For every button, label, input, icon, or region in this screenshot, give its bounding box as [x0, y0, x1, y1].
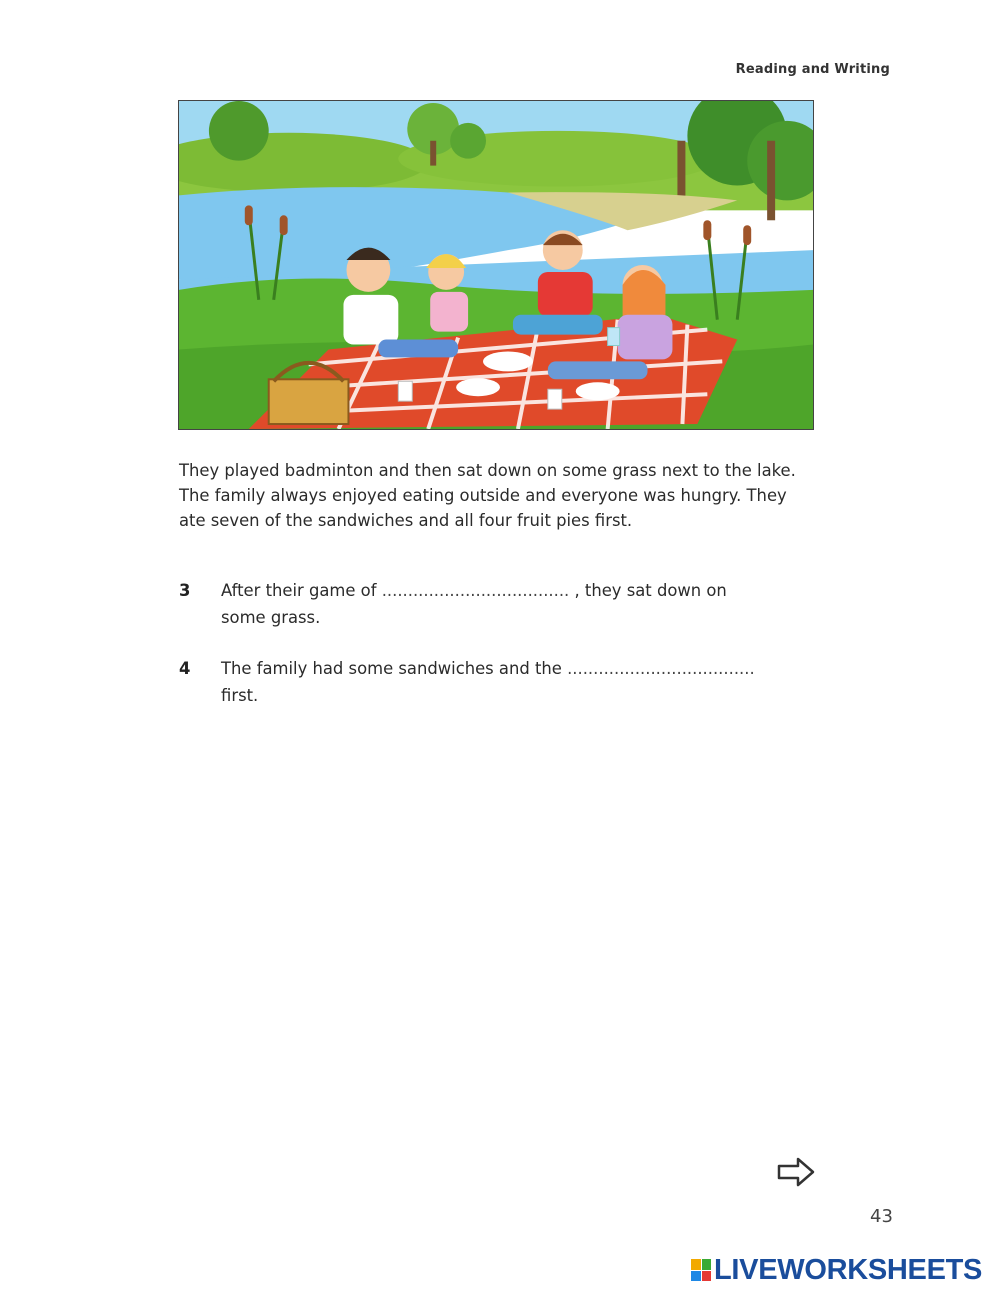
- picnic-illustration: [178, 100, 814, 430]
- page-number: 43: [870, 1206, 893, 1227]
- arrow-right-icon[interactable]: [776, 1156, 816, 1188]
- question-text: , they sat down on: [569, 581, 727, 600]
- reading-passage: [179, 458, 819, 533]
- brand-name: LIVEWORKSHEETS: [714, 1253, 983, 1286]
- answer-blank-4[interactable]: ....................................: [567, 659, 755, 678]
- picnic-scene-image: [179, 101, 813, 429]
- question-text: The family had some sandwiches and the: [221, 659, 568, 678]
- passage-line: They played badminton and then sat down on some grass next to the lake.: [179, 461, 796, 480]
- section-title: Reading and Writing: [735, 62, 890, 77]
- question-text: first.: [221, 686, 259, 705]
- answer-blank-3[interactable]: ....................................: [381, 581, 570, 600]
- question-4: [179, 655, 819, 709]
- passage-line: ate seven of the sandwiches and all four fruit pies first.: [179, 511, 633, 530]
- question-text: some grass.: [221, 608, 321, 627]
- question-number: 3: [179, 581, 191, 600]
- brand-logo[interactable]: [691, 1254, 982, 1286]
- question-3: [179, 577, 819, 631]
- question-text: After their game of: [221, 581, 382, 600]
- passage-line: The family always enjoyed eating outside and everyone was hungry. They: [179, 486, 787, 505]
- question-number: 4: [179, 659, 191, 678]
- liveworksheets-logo-icon: [691, 1259, 711, 1281]
